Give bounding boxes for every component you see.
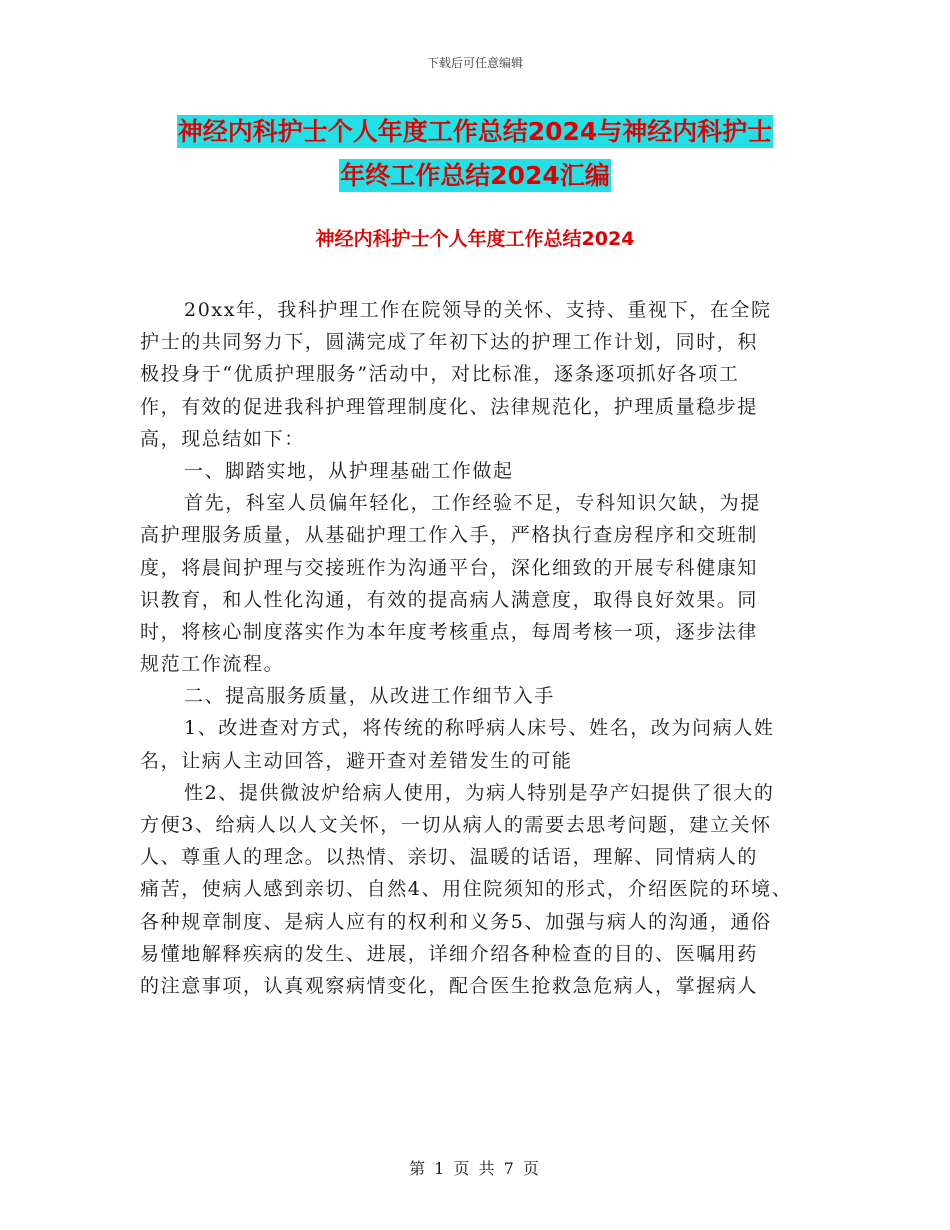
paragraph-line: 名，让病人主动回答，避开查对差错发生的可能 <box>140 749 573 772</box>
paragraph-line: 规范工作流程。 <box>140 653 285 676</box>
paragraph-line: 易懂地解释疾病的发生、进展，详细介绍各种检查的目的、医嘱用药 <box>140 942 759 965</box>
body-text <box>140 294 808 1002</box>
section-heading: 一、脚踏实地，从护理基础工作做起 <box>184 459 514 482</box>
paragraph-line: 方便3、给病人以人文关怀，一切从病人的需要去思考问题，建立关怀 <box>140 814 772 836</box>
section-title: 神经内科护士个人年度工作总结2024 <box>315 228 635 250</box>
paragraph-line: 度，将晨间护理与交接班作为沟通平台，深化细致的开展专科健康知 <box>140 556 759 579</box>
paragraph-line: 各种规章制度、是病人应有的权利和义务5、加强与病人的沟通，通俗 <box>140 910 772 933</box>
title-line-1: 神经内科护士个人年度工作总结2024与神经内科护士 <box>177 117 773 146</box>
paragraph-line: 首先，科室人员偏年轻化，工作经验不足，专科知识欠缺，为提 <box>184 492 761 515</box>
paragraph-line: 性2、提供微波炉给病人使用，为病人特别是孕产妇提供了很大的 <box>184 781 775 804</box>
paragraph-line: 的注意事项，认真观察病情变化，配合医生抢救急危病人，掌握病人 <box>140 974 759 997</box>
paragraph-line: 痛苦，使病人感到亲切、自然4、用住院须知的形式，介绍医院的环境、 <box>140 878 793 901</box>
paragraph-line: 20xx年，我科护理工作在院领导的关怀、支持、重视下，在全院 <box>184 299 772 321</box>
title-line-2: 年终工作总结2024汇编 <box>340 161 610 190</box>
paragraph-line: 时，将核心制度落实作为本年度考核重点，每周考核一项，逐步法律 <box>140 620 759 643</box>
paragraph-line: 作，有效的促进我科护理管理制度化、法律规范化，护理质量稳步提 <box>140 395 759 418</box>
header-note: 下载后可任意编辑 <box>426 56 523 70</box>
paragraph-line: 高，现总结如下： <box>140 427 305 450</box>
paragraph-line: 护士的共同努力下，圆满完成了年初下达的护理工作计划，同时，积 <box>140 331 759 354</box>
paragraph-line: 高护理服务质量，从基础护理工作入手，严格执行查房程序和交班制 <box>140 524 759 547</box>
section-heading: 二、提高服务质量，从改进工作细节入手 <box>184 685 555 708</box>
document-title <box>0 110 950 198</box>
page-number-footer: 第 1 页 共 7 页 <box>409 1159 541 1178</box>
paragraph-line: 识教育，和人性化沟通，有效的提高病人满意度，取得良好效果。同 <box>140 588 759 611</box>
paragraph-line: 人、尊重人的理念。以热情、亲切、温暖的话语，理解、同情病人的 <box>140 846 759 869</box>
paragraph-line: 1、改进查对方式，将传统的称呼病人床号、姓名，改为问病人姓 <box>184 717 775 740</box>
paragraph-line: 极投身于“优质护理服务”活动中，对比标准，逐条逐项抓好各项工 <box>140 363 740 386</box>
